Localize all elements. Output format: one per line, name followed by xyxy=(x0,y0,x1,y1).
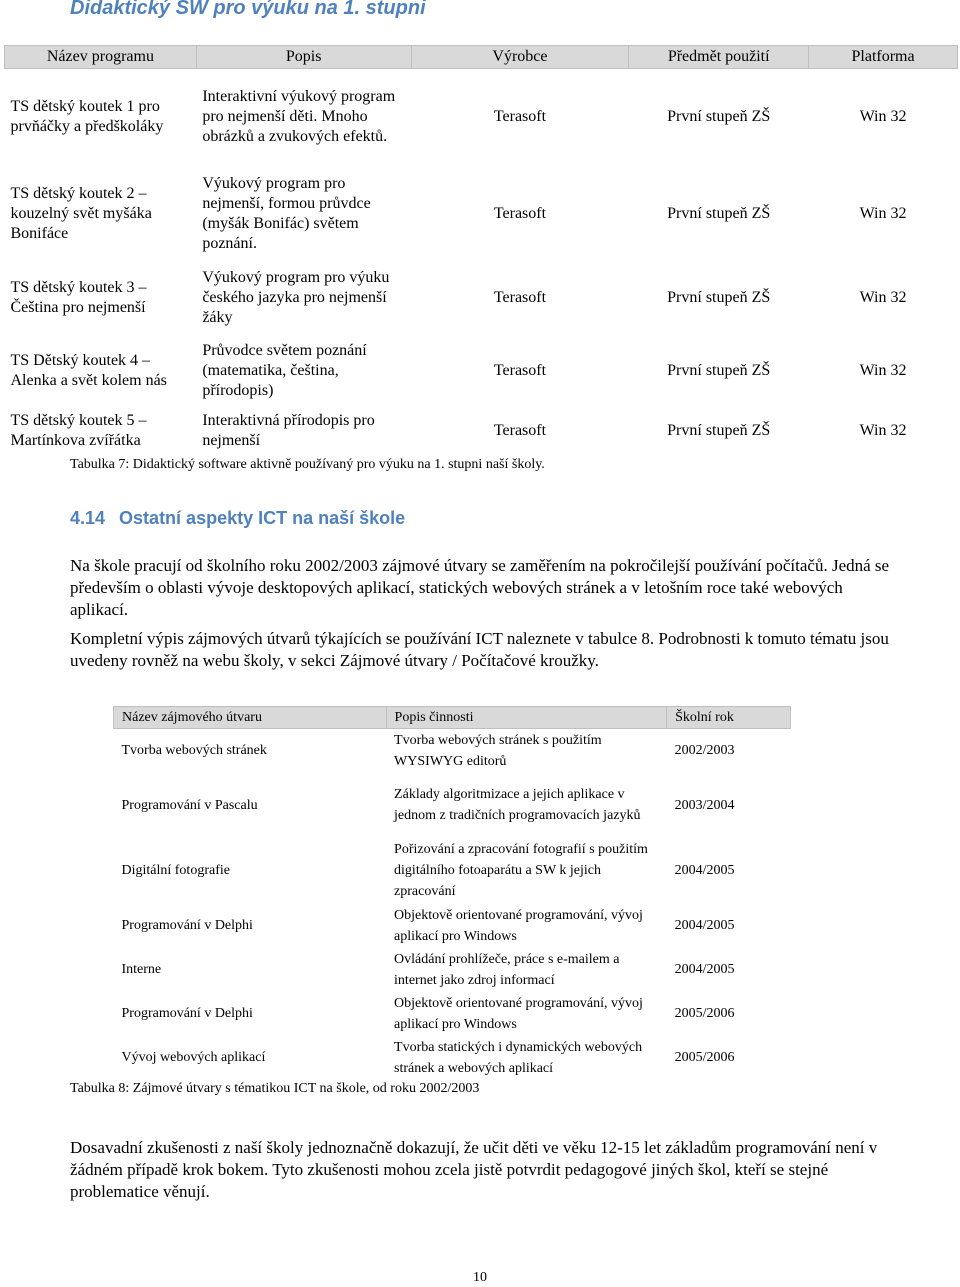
program-maker: Terasoft xyxy=(493,289,547,306)
header-cell: Název zájmového útvaru xyxy=(114,707,387,729)
clubs-table xyxy=(113,706,791,1080)
table-caption: Tabulka 7: Didaktický software aktivně používaný pro výuku na 1. stupni naší školy. xyxy=(70,457,545,472)
paragraph: Dosavadní zkušenosti z naší školy jednoznačně dokazují, že učit děti ve věku 12-15 let základům programování není v žádném případě krok bokem. Tyto zkušenosti mohou zcela jistě potvrdit pedagogové jiných škol, kteří se stejné problematice věnují. xyxy=(70,1138,878,1201)
program-description: Výukový program pro nejmenší, formou průvdce (myšák Bonifác) světem poznání. xyxy=(202,174,371,252)
program-platform: Win 32 xyxy=(859,289,907,306)
club-name: Programování v Pascalu xyxy=(121,797,258,813)
program-description: Interaktivní výukový program pro nejmenší děti. Mnoho obrázků a zvukových efektů. xyxy=(202,88,396,146)
table-row xyxy=(114,729,791,773)
table-row xyxy=(5,262,958,335)
program-name: TS dětský koutek 1 pro prvňáčky a předškoláky xyxy=(10,98,164,136)
header-cell: Popis činnosti xyxy=(386,707,667,729)
page-number: 10 xyxy=(473,1270,487,1285)
club-year: 2005/2006 xyxy=(674,1006,735,1021)
program-description: Interaktivná přírodopis pro nejmenší xyxy=(202,411,375,449)
page-heading: Didaktický SW pro výuku na 1. stupni xyxy=(70,0,426,19)
club-name: Programování v Delphi xyxy=(121,918,253,933)
club-name: Digitální fotografie xyxy=(121,863,230,878)
program-subject: První stupeň ZŠ xyxy=(667,421,771,439)
table-row xyxy=(5,407,958,455)
header-cell: Název programu xyxy=(5,46,197,69)
program-subject: První stupeň ZŠ xyxy=(667,108,771,126)
club-year: 2002/2003 xyxy=(674,743,735,759)
program-maker: Terasoft xyxy=(493,204,547,222)
program-name: TS dětský koutek 5 – Martínkova zvířátka xyxy=(10,411,147,449)
program-maker: Terasoft xyxy=(493,108,547,126)
club-year: 2004/2005 xyxy=(674,918,735,933)
club-name: Tvorba webových stránek xyxy=(121,743,267,759)
header-cell: Předmět použití xyxy=(629,46,809,69)
header-cell: Výrobce xyxy=(411,46,629,69)
table-row xyxy=(114,1036,791,1080)
section-heading xyxy=(70,508,405,529)
program-platform: Win 32 xyxy=(859,108,907,126)
program-name: TS dětský koutek 3 – Čeština pro nejmenší xyxy=(10,279,147,316)
paragraph: Na škole pracují od školního roku 2002/2003 zájmové útvary se zaměřením na pokročilejší používání počítačů. Jedná se především o oblasti vývoje desktopových aplikací, statických webových stránek a v letošním roce také webových aplikací. xyxy=(70,556,890,619)
program-platform: Win 32 xyxy=(859,204,907,222)
header-cell: Školní rok xyxy=(667,707,791,729)
club-description: Pořizování a zpracování fotografií s použitím digitálního fotoaparátu a SW k jejich zpracování xyxy=(394,842,648,899)
club-year: 2004/2005 xyxy=(674,962,735,977)
program-subject: První stupeň ZŠ xyxy=(667,361,771,379)
header-cell: Platforma xyxy=(809,46,958,69)
program-subject: První stupeň ZŠ xyxy=(667,289,771,306)
table-row xyxy=(114,773,791,838)
program-description: Výukový program pro výuku českého jazyka pro nejmenší žáky xyxy=(202,269,390,326)
club-year: 2004/2005 xyxy=(674,863,735,878)
program-name: TS Dětský koutek 4 – Alenka a svět kolem nás xyxy=(10,351,167,389)
club-description: Objektově orientované programování, vývoj aplikací pro Windows xyxy=(394,907,643,944)
program-maker: Terasoft xyxy=(493,361,547,379)
club-name: Interne xyxy=(121,962,162,977)
club-year: 2003/2004 xyxy=(674,797,735,813)
club-description: Tvorba statických i dynamických webových stránek a webových aplikací xyxy=(394,1039,643,1076)
table-header-row xyxy=(114,707,791,729)
club-description: Objektově orientované programování, vývoj aplikací pro Windows xyxy=(394,995,643,1032)
program-platform: Win 32 xyxy=(859,421,907,439)
table-row xyxy=(5,69,958,166)
club-description: Tvorba webových stránek s použitím WYSIWYG editorů xyxy=(394,732,602,769)
paragraph: Kompletní výpis zájmových útvarů týkajících se používání ICT naleznete v tabulce 8. Podrobnosti k tomuto tématu jsou uvedeny rovněž na webu školy, v sekci Zájmové útvary / Počítačové kroužky. xyxy=(70,629,889,670)
software-table xyxy=(4,45,958,455)
table-row xyxy=(114,904,791,948)
program-description: Průvodce světem poznání (matematika, čeština, přírodopis) xyxy=(202,341,367,399)
club-name: Vývoj webových aplikací xyxy=(121,1050,266,1065)
program-name: TS dětský koutek 2 – kouzelný svět myšáka Bonifáce xyxy=(10,184,152,242)
section-number: 4.14 xyxy=(70,508,106,528)
program-maker: Terasoft xyxy=(493,421,547,439)
club-year: 2005/2006 xyxy=(674,1050,735,1065)
table-caption: Tabulka 8: Zájmové útvary s tématikou ICT na škole, od roku 2002/2003 xyxy=(70,1081,480,1096)
club-name: Programování v Delphi xyxy=(121,1006,253,1021)
table-row xyxy=(5,335,958,407)
table-row xyxy=(114,838,791,904)
table-header-row xyxy=(5,46,958,69)
header-cell: Popis xyxy=(196,46,411,69)
table-row xyxy=(114,992,791,1036)
table-row xyxy=(5,166,958,262)
club-description: Ovládání prohlížeče, práce s e-mailem a internet jako zdroj informací xyxy=(394,951,620,988)
section-title: Ostatní aspekty ICT na naší škole xyxy=(119,508,406,528)
program-subject: První stupeň ZŠ xyxy=(667,204,771,222)
program-platform: Win 32 xyxy=(859,361,907,379)
club-description: Základy algoritmizace a jejich aplikace v jednom z tradičních programovacích jazyků xyxy=(394,787,641,823)
table-row xyxy=(114,948,791,992)
